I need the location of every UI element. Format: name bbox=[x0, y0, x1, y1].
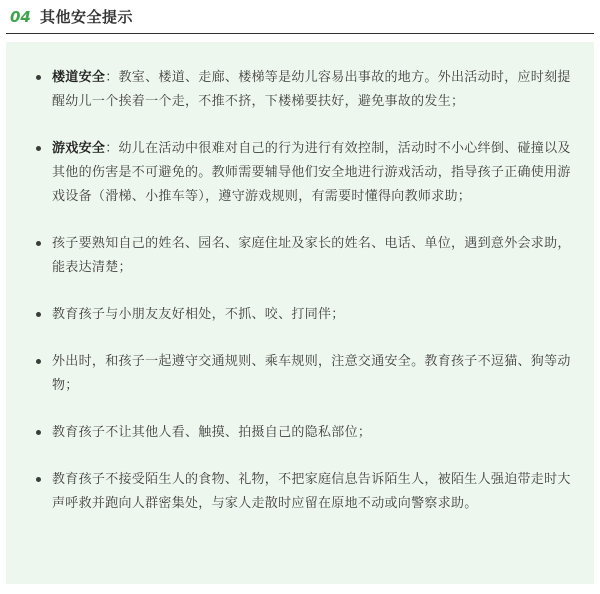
tip-strangers bbox=[36, 468, 574, 516]
tip-text: 教育孩子不接受陌生人的食物、礼物，不把家庭信息告诉陌生人，被陌生人强迫带走时大声呼救并跑向人群密集处，与家人走散时应留在原地不动或向警察求助。 bbox=[52, 472, 571, 511]
tip-text: 教育孩子不让其他人看、触摸、拍摄自己的隐私部位； bbox=[52, 425, 372, 440]
section-number: 04 bbox=[10, 8, 31, 26]
header-divider bbox=[6, 33, 594, 34]
tip-label: 楼道安全 bbox=[52, 70, 106, 85]
tips-list bbox=[6, 42, 594, 516]
tip-label: 游戏安全 bbox=[52, 141, 106, 156]
tip-text: 孩子要熟知自己的姓名、园名、家庭住址及家长的姓名、电话、单位，遇到意外会求助，能表达清楚； bbox=[52, 236, 571, 275]
tip-game-safety bbox=[36, 137, 574, 209]
tip-stairway-safety bbox=[36, 66, 574, 114]
tip-text: ：幼儿在活动中很难对自己的行为进行有效控制，活动时不小心绊倒、碰撞以及其他的伤害是不可避免的。教师需要辅导他们安全地进行游戏活动，指导孩子正确使用游戏设备（滑梯、小推车等），遵守游戏规则，有需要时懂得向教师求助； bbox=[52, 141, 571, 204]
tip-friendly-peers bbox=[36, 303, 574, 327]
tip-traffic-safety bbox=[36, 350, 574, 398]
section-header bbox=[0, 0, 600, 36]
section-title: 其他安全提示 bbox=[40, 8, 134, 26]
tips-panel bbox=[6, 42, 594, 584]
tip-personal-info bbox=[36, 232, 574, 280]
tip-text: ：教室、楼道、走廊、楼梯等是幼儿容易出事故的地方。外出活动时，应时刻提醒幼儿一个挨着一个走，不推不挤，下楼梯要扶好，避免事故的发生； bbox=[52, 70, 571, 109]
tip-privacy bbox=[36, 421, 574, 445]
tip-text: 外出时，和孩子一起遵守交通规则、乘车规则，注意交通安全。教育孩子不逗猫、狗等动物； bbox=[52, 354, 571, 393]
tip-text: 教育孩子与小朋友友好相处，不抓、咬、打同伴； bbox=[52, 307, 345, 322]
